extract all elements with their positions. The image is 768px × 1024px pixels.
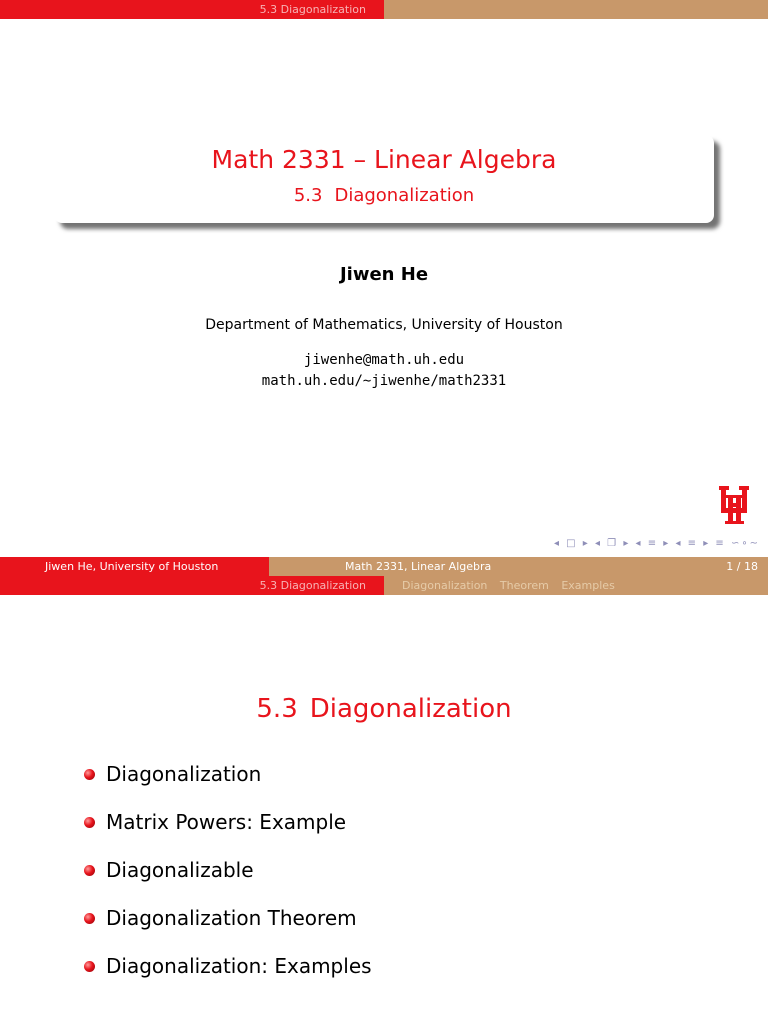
footer-course-title: Math 2331, Linear Algebra [345, 560, 492, 573]
author-email[interactable]: jiwenhe@math.uh.edu [303, 352, 465, 368]
footer-bar [0, 557, 768, 576]
ball-bullet-icon [84, 817, 95, 828]
list-item: Diagonalization: Examples [84, 954, 372, 1002]
frame-title [0, 694, 768, 724]
list-item: Diagonalizable [84, 858, 372, 906]
headline-section[interactable]: 5.3 Diagonalization [0, 0, 384, 19]
headline-bar [0, 0, 768, 19]
beamer-navigation-icons[interactable]: ◂ □ ▸ ◂ ❐ ▸ ◂ ≡ ▸ ◂ ≡ ▸ ≡ ∽∘∼ [553, 538, 760, 549]
list-item: Diagonalization [84, 762, 372, 810]
headline-subsection-theorem[interactable]: Theorem [499, 579, 549, 592]
list-item: Diagonalization Theorem [84, 906, 372, 954]
institute: Department of Mathematics, University of Houston [205, 317, 563, 333]
outline-list [84, 762, 372, 1002]
author-name: Jiwen He [339, 264, 429, 285]
ball-bullet-icon [84, 865, 95, 876]
ball-bullet-icon [84, 913, 95, 924]
uh-logo-icon [719, 486, 749, 524]
subtitle-number: 5.3 [293, 185, 323, 206]
subtitle-text: Diagonalization [334, 185, 475, 206]
headline-bar [0, 576, 768, 595]
ball-bullet-icon [84, 769, 95, 780]
footer-course [269, 557, 768, 576]
frame-title-number: 5.3 [256, 694, 298, 724]
headline-subsection-examples[interactable]: Examples [561, 579, 615, 592]
headline-subsection-diagonalization[interactable]: Diagonalization [402, 579, 488, 592]
presentation-subtitle [54, 185, 714, 207]
headline-subsections [384, 0, 768, 19]
headline-subsections [384, 576, 768, 595]
frame-title-text: Diagonalization [309, 694, 512, 724]
list-item: Matrix Powers: Example [84, 810, 372, 858]
footer-author: Jiwen He, University of Houston [0, 557, 269, 576]
title-box [54, 135, 714, 223]
headline-section[interactable]: 5.3 Diagonalization [0, 576, 384, 595]
presentation-title: Math 2331 – Linear Algebra [211, 145, 557, 174]
course-url[interactable]: math.uh.edu/∼jiwenhe/math2331 [261, 373, 507, 389]
page-number: 1 / 18 [726, 560, 758, 573]
ball-bullet-icon [84, 961, 95, 972]
outline-slide [0, 576, 768, 1024]
